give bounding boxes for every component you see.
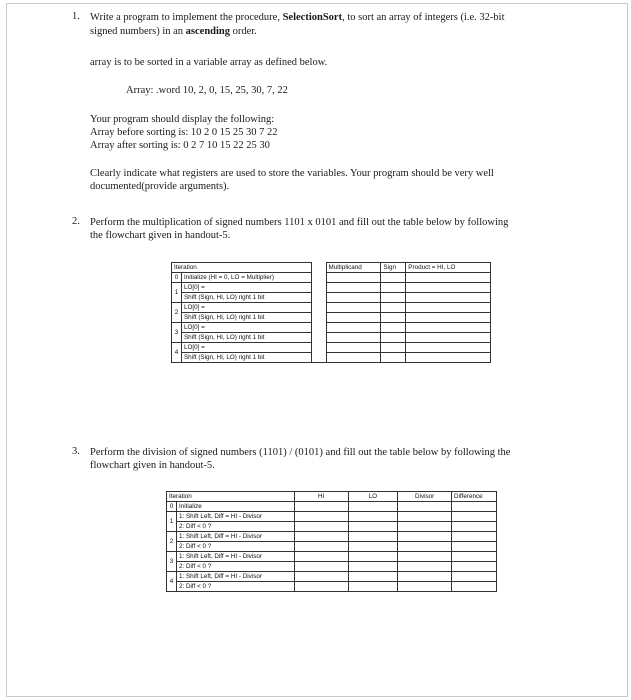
table-row <box>167 512 497 522</box>
step-cell: Shift (Sign, HI, LO) right 1 bit <box>181 333 311 343</box>
q1-number: 1. <box>72 11 80 22</box>
step-cell: LO[0] = <box>181 343 311 353</box>
table-row <box>172 283 491 293</box>
iteration-cell: 1 <box>172 283 182 303</box>
q3-number: 3. <box>72 446 80 457</box>
q3-line-1: Perform the division of signed numbers (1101) / (0101) and fill out the table below by following the <box>90 447 511 458</box>
step-cell: LO[0] = <box>181 283 311 293</box>
mult-col-sign: Sign <box>381 263 406 273</box>
step-cell: Shift (Sign, HI, LO) right 1 bit <box>181 353 311 363</box>
q1-array-before: Array before sorting is: 10 2 0 15 25 30 7 22 <box>90 127 278 138</box>
div-col-hi: HI <box>294 492 348 502</box>
step-cell: 2: Diff < 0 ? <box>176 542 294 552</box>
step-cell: Shift (Sign, HI, LO) right 1 bit <box>181 293 311 303</box>
q2-line-1: Perform the multiplication of signed numbers 1101 x 0101 and fill out the table below by following <box>90 217 509 228</box>
q2-number: 2. <box>72 216 80 227</box>
table-row <box>172 353 491 363</box>
step-cell: Initialize <box>176 502 294 512</box>
q2-line-2: the flowchart given in handout-5. <box>90 230 231 241</box>
table-row <box>172 273 491 283</box>
table-row <box>167 572 497 582</box>
q1-line-1: Write a program to implement the procedure, SelectionSort, to sort an array of integers (i.e. 32-bit <box>90 12 505 23</box>
iteration-cell: 2 <box>172 303 182 323</box>
table-row <box>172 323 491 333</box>
step-cell: 1: Shift Left, Diff = HI - Divisor <box>176 572 294 582</box>
step-cell: Shift (Sign, HI, LO) right 1 bit <box>181 313 311 323</box>
q1-array-definition: Array: .word 10, 2, 0, 15, 25, 30, 7, 22 <box>126 85 288 96</box>
div-col-lo: LO <box>348 492 398 502</box>
div-col-divisor: Divisor <box>398 492 452 502</box>
mult-col-product: Product = HI, LO <box>406 263 491 273</box>
multiplication-table <box>171 262 491 363</box>
iteration-cell: 3 <box>167 552 177 572</box>
q1-line-2: signed numbers) in an ascending order. <box>90 26 257 37</box>
table-row <box>172 293 491 303</box>
q1-registers-line-2: documented(provide arguments). <box>90 181 230 192</box>
iteration-cell: 4 <box>172 343 182 363</box>
table-row <box>167 562 497 572</box>
iteration-cell: 2 <box>167 532 177 552</box>
step-cell: 1: Shift Left, Diff = HI - Divisor <box>176 532 294 542</box>
mult-header-row <box>172 263 491 273</box>
q1-array-after: Array after sorting is: 0 2 7 10 15 22 25 30 <box>90 140 270 151</box>
table-row <box>167 522 497 532</box>
q1-display-intro: Your program should display the following: <box>90 114 275 125</box>
step-cell: 2: Diff < 0 ? <box>176 562 294 572</box>
step-cell: 1: Shift Left, Diff = HI - Divisor <box>176 552 294 562</box>
table-row <box>172 313 491 323</box>
division-table <box>166 491 497 592</box>
step-cell: 2: Diff < 0 ? <box>176 522 294 532</box>
table-row <box>172 333 491 343</box>
iteration-cell: 1 <box>167 512 177 532</box>
div-col-iteration: Iteration <box>167 492 295 502</box>
mult-spacer-cell <box>311 263 326 273</box>
step-cell: LO[0] = <box>181 323 311 333</box>
step-cell: LO[0] = <box>181 303 311 313</box>
table-row <box>167 542 497 552</box>
iteration-cell: 3 <box>172 323 182 343</box>
div-header-row <box>167 492 497 502</box>
table-row <box>167 532 497 542</box>
iteration-cell: 4 <box>167 572 177 592</box>
table-row <box>172 303 491 313</box>
q3-line-2: flowchart given in handout-5. <box>90 460 215 471</box>
iteration-cell: 0 <box>167 502 177 512</box>
mult-col-multiplicand: Multiplicand <box>326 263 381 273</box>
step-cell: 1: Shift Left, Diff = HI - Divisor <box>176 512 294 522</box>
step-cell: Initialize (HI = 0, LO = Multiplier) <box>181 273 311 283</box>
mult-col-iteration: Iteration <box>172 263 312 273</box>
div-col-difference: Difference <box>452 492 497 502</box>
table-row <box>167 582 497 592</box>
q1-array-intro: array is to be sorted in a variable array as defined below. <box>90 57 328 68</box>
q1-registers-line-1: Clearly indicate what registers are used to store the variables. Your program should be very well <box>90 168 494 179</box>
iteration-cell: 0 <box>172 273 182 283</box>
step-cell: 2: Diff < 0 ? <box>176 582 294 592</box>
table-row <box>167 552 497 562</box>
table-row <box>172 343 491 353</box>
table-row <box>167 502 497 512</box>
